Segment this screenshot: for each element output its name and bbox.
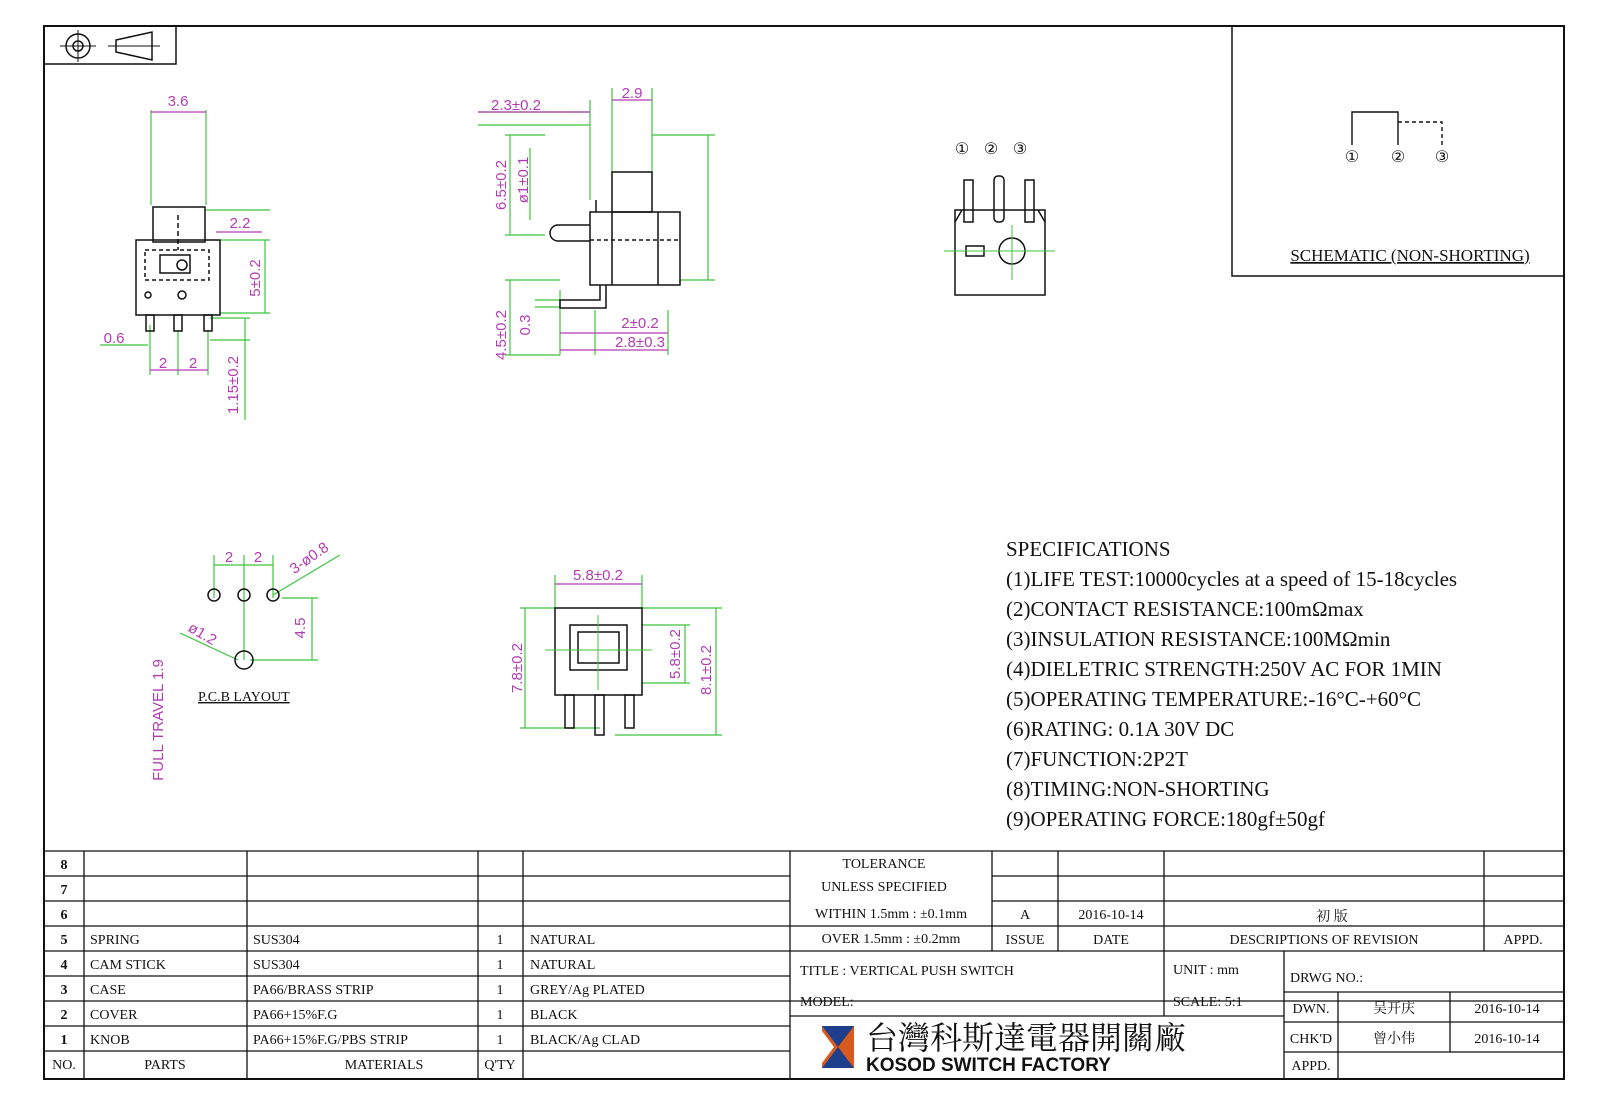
revision-block [1006, 908, 1543, 948]
table-row [61, 1033, 641, 1048]
bom-note: NATURAL [530, 933, 596, 948]
dim-side-knob-width: 2.9 [621, 85, 643, 102]
model-label: MODEL: [800, 995, 854, 1010]
bom-part: COVER [90, 1008, 138, 1023]
bom-part: CASE [90, 983, 126, 998]
bom-header-no: NO. [52, 1058, 76, 1073]
dim-bottom-width: 5.8±0.2 [573, 567, 623, 584]
dim-front-pin-width: 0.6 [103, 330, 125, 347]
projection-symbol [44, 26, 176, 64]
dim-front-offset: 2.2 [229, 215, 251, 232]
table-row [61, 908, 68, 923]
bom-table [52, 858, 645, 1073]
dim-front-pitch-b: 2 [188, 355, 198, 372]
unit-label: UNIT : mm [1173, 963, 1239, 978]
table-row [61, 933, 596, 948]
revision-issue: A [1019, 908, 1031, 923]
spec-item: (8)TIMING:NON-SHORTING [1006, 777, 1270, 801]
pin-label-2: ② [983, 141, 999, 158]
revision-issue-label: ISSUE [1005, 933, 1045, 948]
checked-date: 2016-10-14 [1474, 1032, 1540, 1047]
company-logo [822, 1026, 854, 1068]
bom-no: 8 [60, 858, 68, 873]
dim-side-pin-height: 4.5±0.2 [493, 310, 510, 360]
bom-part: CAM STICK [90, 958, 166, 973]
bom-no: 6 [60, 908, 68, 923]
drawn-date: 2016-10-14 [1474, 1002, 1540, 1017]
dim-pcb-pitch-b: 2 [253, 549, 263, 566]
bom-header-qty: Q'TY [484, 1058, 516, 1073]
tolerance-line-1: TOLERANCE [842, 857, 926, 872]
schematic-pin-2: ② [1390, 149, 1406, 166]
bom-material: SUS304 [253, 933, 300, 948]
spec-heading: SPECIFICATIONS [1006, 537, 1171, 561]
bom-no: 5 [60, 933, 68, 948]
dim-front-width: 3.6 [167, 93, 189, 110]
pcb-layout-view [150, 539, 340, 781]
spec-item: (7)FUNCTION:2P2T [1006, 747, 1188, 771]
dim-bottom-height-mid: 5.8±0.2 [667, 629, 684, 679]
dim-side-pin-diameter: ø1±0.1 [515, 156, 532, 204]
dim-bottom-height-right: 8.1±0.2 [698, 645, 715, 695]
bom-material: PA66/BRASS STRIP [253, 983, 374, 998]
dim-front-pitch-a: 2 [158, 355, 168, 372]
front-view [100, 93, 270, 420]
bom-header-materials: MATERIALS [344, 1058, 424, 1073]
bom-no: 3 [60, 983, 68, 998]
dim-pcb-big-hole: ø1.2 [185, 619, 220, 649]
schematic-box [1232, 26, 1564, 276]
table-row [61, 858, 68, 873]
bom-part: KNOB [90, 1033, 130, 1048]
bom-qty: 1 [496, 983, 504, 998]
side-view [478, 85, 715, 360]
dim-side-pin-offset: 2±0.2 [621, 315, 659, 332]
drawing-number-label: DRWG NO.: [1290, 971, 1364, 986]
pcb-layout-caption: P.C.B LAYOUT [198, 690, 290, 705]
bom-qty: 1 [496, 933, 504, 948]
top-view [944, 141, 1055, 295]
approved-label: APPD. [1291, 1059, 1331, 1074]
dim-side-knob-height: 6.5±0.2 [493, 160, 510, 210]
spec-item: (5)OPERATING TEMPERATURE:-16°C-+60°C [1006, 687, 1422, 711]
dim-side-pin-thickness: 0.3 [517, 314, 534, 336]
table-row [61, 1008, 578, 1023]
schematic-pin-3: ③ [1434, 149, 1450, 166]
checked-label: CHK'D [1289, 1032, 1333, 1047]
drawn-label: DWN. [1292, 1002, 1330, 1017]
bom-qty: 1 [496, 1008, 504, 1023]
tolerance-line-2: UNLESS SPECIFIED [821, 880, 947, 895]
revision-description: 初 版 [1316, 910, 1348, 925]
table-row [61, 883, 68, 898]
title-info-block [800, 963, 1540, 1076]
drawing-title: TITLE : VERTICAL PUSH SWITCH [800, 964, 1014, 979]
tolerance-line-3: WITHIN 1.5mm : ±0.1mm [815, 907, 967, 922]
revision-description-label: DESCRIPTIONS OF REVISION [1229, 933, 1419, 948]
bom-no: 7 [60, 883, 68, 898]
bom-no: 4 [60, 958, 68, 973]
bom-note: NATURAL [530, 958, 596, 973]
company-name-chinese: 台灣科斯達電器開關廠 [866, 1020, 1187, 1056]
bom-header-parts: PARTS [144, 1058, 186, 1073]
checked-name: 曾小伟 [1373, 1032, 1415, 1047]
spec-item: (6)RATING: 0.1A 30V DC [1006, 717, 1235, 741]
pin-label-3: ③ [1012, 141, 1028, 158]
bom-material: PA66+15%F.G [253, 1008, 338, 1023]
table-header [52, 1058, 516, 1073]
dim-pcb-row-gap: 4.5 [292, 617, 309, 639]
spec-item: (4)DIELETRIC STRENGTH:250V AC FOR 1MIN [1006, 657, 1442, 681]
schematic-pin-1: ① [1344, 149, 1360, 166]
dim-front-body-height: 5±0.2 [247, 259, 264, 297]
pin-label-1: ① [954, 141, 970, 158]
spec-item: (1)LIFE TEST:10000cycles at a speed of 15-18cycles [1006, 567, 1458, 591]
revision-date-label: DATE [1093, 933, 1129, 948]
bom-no: 1 [60, 1033, 68, 1048]
bottom-view [509, 567, 722, 735]
bom-material: PA66+15%F.G/PBS STRIP [253, 1033, 408, 1048]
spec-item: (9)OPERATING FORCE:180gf±50gf [1006, 807, 1325, 831]
scale-label: SCALE: 5:1 [1173, 995, 1243, 1010]
spec-item: (3)INSULATION RESISTANCE:100MΩmin [1006, 627, 1391, 651]
bom-note: BLACK [530, 1008, 578, 1023]
bom-part: SPRING [90, 933, 140, 948]
dim-side-left-width: 2.3±0.2 [491, 97, 541, 114]
drawn-name: 吴开庆 [1373, 1002, 1415, 1017]
bom-qty: 1 [496, 1033, 504, 1048]
full-travel-label: FULL TRAVEL 1.9 [150, 659, 167, 781]
bom-note: BLACK/Ag CLAD [530, 1033, 641, 1048]
specifications [1006, 537, 1457, 831]
dim-pcb-holes: 3-ø0.8 [286, 538, 333, 578]
bom-note: GREY/Ag PLATED [530, 983, 645, 998]
table-row [61, 958, 596, 973]
table-row [61, 983, 645, 998]
bom-material: SUS304 [253, 958, 300, 973]
revision-date: 2016-10-14 [1078, 908, 1144, 923]
bom-no: 2 [60, 1008, 68, 1023]
tolerance-block [815, 857, 967, 947]
dim-side-pin-span: 2.8±0.3 [615, 334, 665, 351]
dim-pcb-pitch-a: 2 [224, 549, 234, 566]
tolerance-line-4: OVER 1.5mm : ±0.2mm [821, 932, 961, 947]
dim-bottom-height-left: 7.8±0.2 [509, 643, 526, 693]
bom-qty: 1 [496, 958, 504, 973]
company-name-english: KOSOD SWITCH FACTORY [866, 1055, 1111, 1076]
schematic-caption: SCHEMATIC (NON-SHORTING) [1290, 246, 1530, 265]
spec-item: (2)CONTACT RESISTANCE:100mΩmax [1006, 597, 1364, 621]
dim-front-pin-length: 1.15±0.2 [225, 355, 242, 415]
revision-appd-label: APPD. [1503, 933, 1543, 948]
